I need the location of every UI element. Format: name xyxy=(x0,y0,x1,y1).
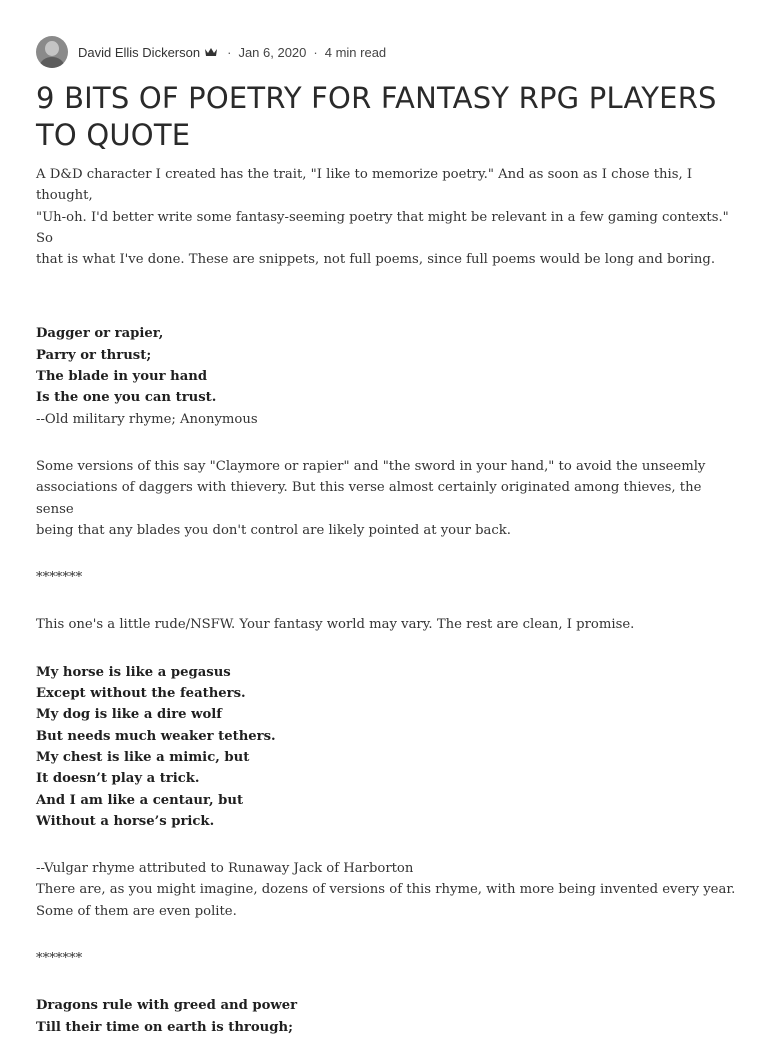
section-separator: ******* xyxy=(36,951,83,967)
poem-line: The blade in your hand xyxy=(36,369,208,385)
note-line: being that any blades you don't control are likely pointed at your back. xyxy=(36,522,511,538)
poem-line: Except without the feathers. xyxy=(36,686,246,702)
crown-icon xyxy=(204,47,218,57)
poem-attribution: --Vulgar rhyme attributed to Runaway Jack of Harborton xyxy=(36,861,414,877)
author-name[interactable]: David Ellis Dickerson xyxy=(78,44,201,60)
post-date: Jan 6, 2020 xyxy=(238,44,307,60)
intro-line: A D&D character I created has the trait, "I like to memorize poetry." And as soon as I chose this, I thought, xyxy=(36,167,693,204)
note-line: Some of them are even polite. xyxy=(36,903,237,919)
nsfw-warning: This one's a little rude/NSFW. Your fantasy world may vary. The rest are clean, I promise. xyxy=(36,617,635,633)
note-line: Some versions of this say "Claymore or rapier" and "the sword in your hand," to avoid the unseemly xyxy=(36,458,706,474)
poem-line: And I am like a centaur, but xyxy=(36,792,244,808)
post-title: 9 BITS OF POETRY FOR FANTASY RPG PLAYERS TO QUOTE xyxy=(36,81,717,152)
author-avatar[interactable] xyxy=(36,36,68,68)
poem-line: Parry or thrust; xyxy=(36,347,152,363)
poem-line: Dragons rule with greed and power xyxy=(36,998,298,1014)
meta-separator: · xyxy=(227,44,232,60)
post-meta xyxy=(36,36,386,68)
meta-separator: · xyxy=(313,44,318,60)
poem-line: Without a horse’s prick. xyxy=(36,813,215,829)
poem-line: Till their time on earth is through; xyxy=(36,1019,293,1035)
poem-line: My dog is like a dire wolf xyxy=(36,707,222,723)
section-separator: ******* xyxy=(36,570,83,586)
poem-attribution: --Old military rhyme; Anonymous xyxy=(36,411,258,427)
poem-line: Is the one you can trust. xyxy=(36,390,217,406)
poem-line: It doesn’t play a trick. xyxy=(36,771,200,787)
poem-line: Dagger or rapier, xyxy=(36,326,164,342)
poem-line: But needs much weaker tethers. xyxy=(36,728,276,744)
intro-line: "Uh-oh. I'd better write some fantasy-seeming poetry that might be relevant in a few gaming contexts." So xyxy=(36,209,729,246)
poem-line: My horse is like a pegasus xyxy=(36,664,231,680)
intro-line: that is what I've done. These are snippets, not full poems, since full poems would be long and boring. xyxy=(36,252,716,268)
post-body xyxy=(36,164,736,1038)
poem-line: My chest is like a mimic, but xyxy=(36,749,250,765)
note-line: associations of daggers with thievery. But this verse almost certainly originated among thieves, the sense xyxy=(36,480,702,517)
note-line: There are, as you might imagine, dozens of versions of this rhyme, with more being invented every year. xyxy=(36,882,736,898)
read-time: 4 min read xyxy=(324,44,387,60)
